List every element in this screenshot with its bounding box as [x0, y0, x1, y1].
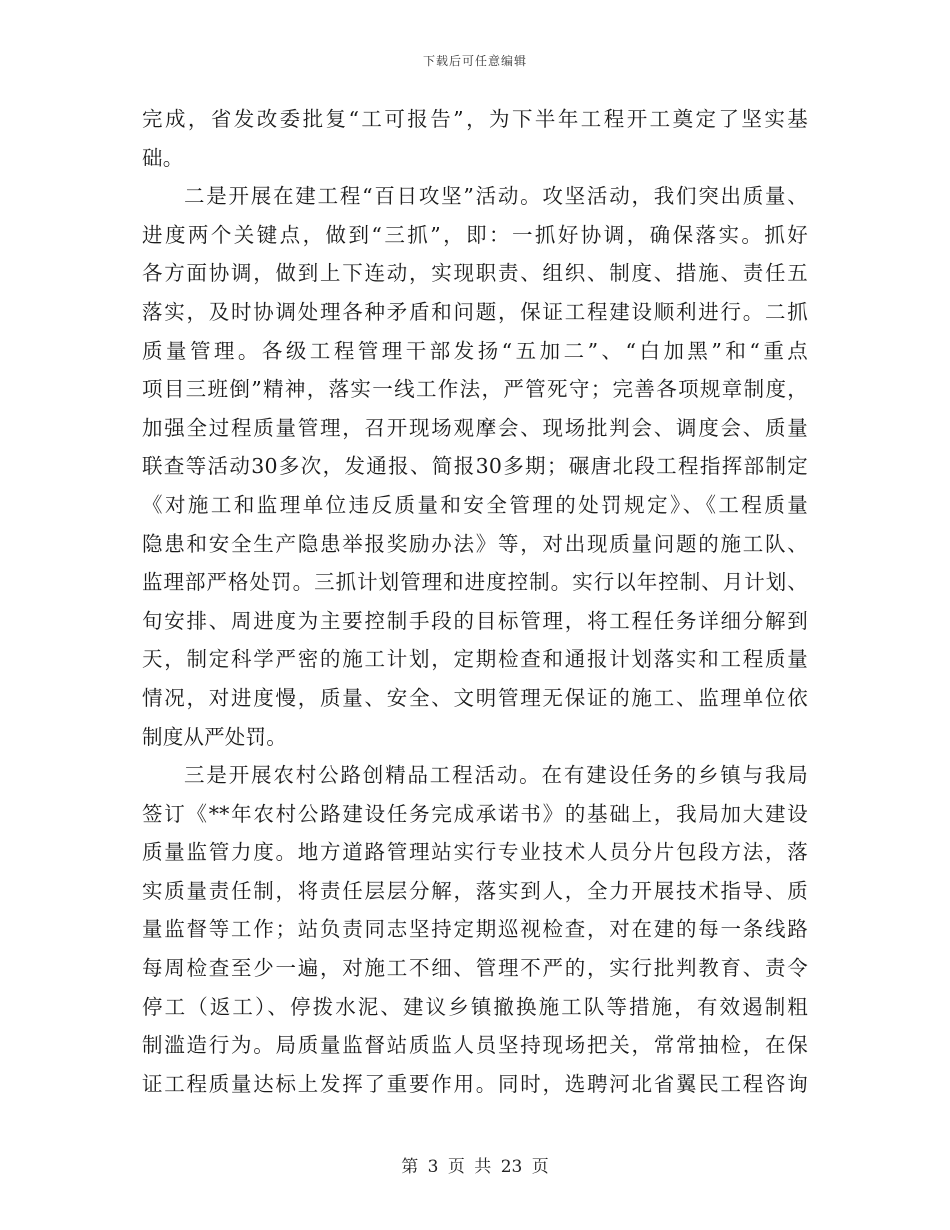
- text-line: 质量管理。各级工程管理干部发扬“五加二”、“白加黑”和“重点: [142, 338, 808, 363]
- text-line: 实质量责任制，将责任层层分解，落实到人，全力开展技术指导、质: [142, 878, 808, 903]
- text-line: 完成，省发改委批复“工可报告”，为下半年工程开工奠定了坚实基: [142, 107, 808, 131]
- text-line: 量监督等工作；站负责同志坚持定期巡视检查，对在建的每一条线路: [142, 917, 808, 942]
- text-line: 天，制定科学严密的施工计划，定期检查和通报计划落实和工程质量: [142, 647, 808, 672]
- text-line: 旬安排、周进度为主要控制手段的目标管理，将工程任务详细分解到: [142, 608, 808, 633]
- text-line: 础。: [142, 145, 184, 170]
- text-line: 《对施工和监理单位违反质量和安全管理的处罚规定》、《工程质量: [142, 492, 808, 517]
- text-line: 质量监管力度。地方道路管理站实行专业技术人员分片包段方法，落: [142, 840, 808, 865]
- text-line: 加强全过程质量管理，召开现场观摩会、现场批判会、调度会、质量: [142, 415, 808, 440]
- text-line: 监理部严格处罚。三抓计划管理和进度控制。实行以年控制、月计划、: [142, 570, 808, 595]
- text-line: 停工（返工）、停拨水泥、建议乡镇撤换施工队等措施，有效遏制粗: [142, 994, 808, 1019]
- text-line: 进度两个关键点，做到“三抓”，即：一抓好协调，确保落实。抓好: [142, 222, 808, 247]
- page-footer: 第 3 页 共 23 页: [401, 1157, 549, 1177]
- text-line: 每周检查至少一遍，对施工不细、管理不严的，实行批判教育、责令: [142, 956, 808, 981]
- text-line: 三是开展农村公路创精品工程活动。在有建设任务的乡镇与我局: [184, 763, 808, 788]
- text-line: 二是开展在建工程“百日攻坚”活动。攻坚活动，我们突出质量、: [184, 184, 808, 209]
- text-line: 制滥造行为。局质量监督站质监人员坚持现场把关，常常抽检，在保: [142, 1033, 808, 1058]
- text-line: 项目三班倒”精神，落实一线工作法，严管死守；完善各项规章制度，: [142, 377, 808, 402]
- text-line: 制度从严处罚。: [142, 724, 287, 749]
- text-line: 签订《**年农村公路建设任务完成承诺书》的基础上，我局加大建设: [142, 801, 808, 826]
- text-line: 落实，及时协调处理各种矛盾和问题，保证工程建设顺利进行。二抓: [142, 299, 808, 324]
- text-line: 联查等活动30多次，发通报、简报30多期；碾唐北段工程指挥部制定: [142, 454, 808, 479]
- text-line: 证工程质量达标上发挥了重要作用。同时，选聘河北省翼民工程咨询: [142, 1071, 808, 1096]
- document-body: [142, 100, 808, 1103]
- text-line: 隐患和安全生产隐患举报奖励办法》等，对出现质量问题的施工队、: [142, 531, 808, 556]
- page-header: 下载后可任意编辑: [422, 54, 527, 68]
- text-line: 情况，对进度慢，质量、安全、文明管理无保证的施工、监理单位依: [142, 685, 808, 710]
- text-line: 各方面协调，做到上下连动，实现职责、组织、制度、措施、责任五: [142, 261, 808, 286]
